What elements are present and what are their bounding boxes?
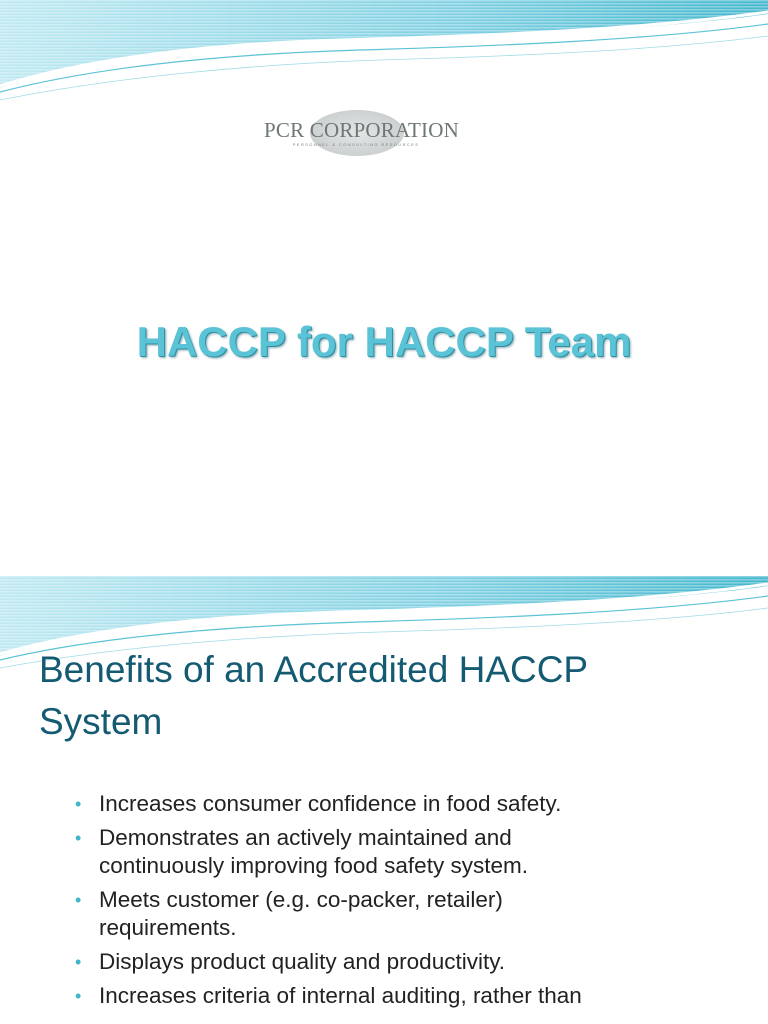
header-wave xyxy=(0,0,768,120)
slide-heading xyxy=(39,644,739,748)
list-item xyxy=(72,886,752,942)
bullet-icon: • xyxy=(75,828,82,848)
benefits-list xyxy=(72,790,752,1016)
bullet-icon: • xyxy=(75,794,82,814)
heading-line: Benefits of an Accredited HACCP xyxy=(39,649,589,690)
bullet-icon: • xyxy=(75,890,82,910)
bullet-icon: • xyxy=(75,952,82,972)
bullet-text: Meets customer (e.g. co-packer, retailer) xyxy=(99,887,503,912)
company-logo xyxy=(264,108,459,158)
list-item xyxy=(72,824,752,880)
logo-tagline: PERSONNEL & CONSULTING RESOURCES xyxy=(292,142,420,147)
bullet-icon: • xyxy=(75,986,82,1006)
list-item xyxy=(72,790,752,818)
bullet-text: Increases criteria of internal auditing, rather than xyxy=(99,983,582,1008)
bullet-text: requirements. xyxy=(99,915,237,940)
slide-title: HACCP for HACCP Team xyxy=(136,318,632,365)
bullet-text: Demonstrates an actively maintained and xyxy=(99,825,512,850)
bullet-text: continuously improving food safety system. xyxy=(99,853,528,878)
content-slide xyxy=(0,576,768,1024)
heading-line: System xyxy=(39,701,163,742)
list-item xyxy=(72,948,752,976)
list-item xyxy=(72,982,752,1010)
logo-name: PCR CORPORATION xyxy=(264,118,459,142)
bullet-text: Displays product quality and productivity. xyxy=(99,949,506,974)
bullet-text: Increases consumer confidence in food safety. xyxy=(99,791,562,816)
